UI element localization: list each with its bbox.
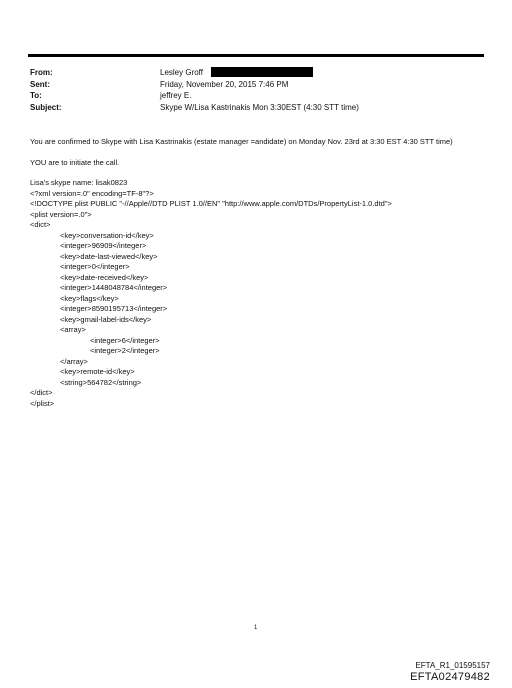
bates-number-primary: EFTA_R1_01595157 xyxy=(415,661,490,670)
to-label: To: xyxy=(30,91,42,100)
initiate-paragraph: YOU are to initiate the call. xyxy=(30,157,120,167)
header-rule xyxy=(28,54,484,57)
xml-line: <integer>2</integer> xyxy=(90,346,160,355)
sent-row xyxy=(30,79,359,91)
xml-line: <integer>6</integer> xyxy=(90,335,160,345)
from-label: From: xyxy=(30,68,53,77)
redaction-block xyxy=(211,67,313,77)
email-body xyxy=(30,137,485,409)
xml-line: </dict> xyxy=(30,388,53,397)
sent-label: Sent: xyxy=(30,79,50,89)
xml-line: <key>date-received</key> xyxy=(60,272,149,282)
bates-number-secondary: EFTA02479482 xyxy=(410,671,490,683)
to-value: jeffrey E. xyxy=(160,91,192,100)
subject-value: Skype W/Lisa Kastrinakis Mon 3:30EST (4:30 STT time) xyxy=(160,102,359,112)
xml-line: <integer>96909</integer> xyxy=(60,241,147,250)
xml-line: <key>date-last-viewed</key> xyxy=(60,251,158,261)
from-row xyxy=(30,67,359,79)
subject-label: Subject: xyxy=(30,102,62,112)
xml-line: <?xml version=.0" encoding=TF-8"?> xyxy=(30,188,154,198)
subject-row xyxy=(30,102,359,114)
xml-line: </array> xyxy=(60,356,88,366)
xml-line: <key>conversation-id</key> xyxy=(60,230,154,240)
xml-line: <key>gmail-label-ids</key> xyxy=(60,314,152,324)
sent-value: Friday, November 20, 2015 7:46 PM xyxy=(160,79,289,89)
xml-block xyxy=(30,189,485,410)
xml-line: <integer>1448048784</integer> xyxy=(60,283,168,292)
xml-line: <integer>8590195713</integer> xyxy=(60,304,168,313)
xml-line: <array> xyxy=(60,325,86,334)
page-number: 1 xyxy=(254,625,258,631)
xml-line: <dict> xyxy=(30,220,51,229)
xml-line: <plist version=.0"> xyxy=(30,209,92,219)
xml-line: </plist> xyxy=(30,398,55,408)
xml-line: <key>remote-id</key> xyxy=(60,367,135,376)
xml-line: <integer>0</integer> xyxy=(60,262,130,271)
bates-stamp xyxy=(410,661,490,684)
xml-line: <string>564782</string> xyxy=(60,377,142,387)
to-row xyxy=(30,90,359,102)
xml-line: <key>flags</key> xyxy=(60,293,119,303)
email-header xyxy=(30,67,359,113)
confirmation-paragraph: You are confirmed to Skype with Lisa Kastrinakis (estate manager =andidate) on Monday Nov. 23rd at 3:30 EST 4:30 STT time) xyxy=(30,137,453,146)
xml-line: <!DOCTYPE plist PUBLIC "-//Apple//DTD PLIST 1.0//EN" "http://www.apple.com/DTDs/PropertyList-1.0.dtd"> xyxy=(30,199,392,208)
skype-name-line: Lisa's skype name: lisak0823 xyxy=(30,178,128,187)
from-value: Lesley Groff xyxy=(160,68,203,77)
